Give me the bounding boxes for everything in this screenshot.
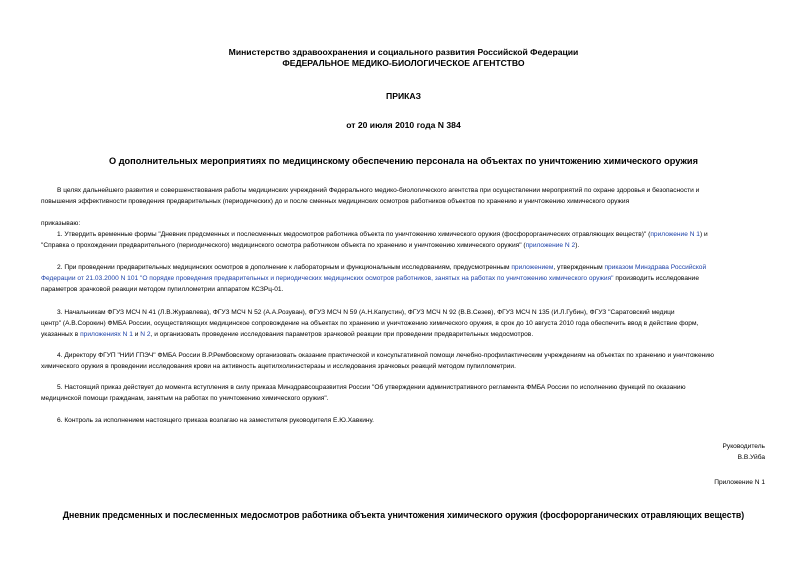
preamble-line: повышения эффективности проведения предварительных (периодических) до и после сменных медицинских осмотров работников объектов по хранению и уничтожению химического оружия (41, 198, 630, 205)
appendix-label: Приложение N 1 (714, 479, 765, 486)
item1-text: 1. Утвердить временные формы "Дневник предсменных и послесменных медосмотров работника объекта по уничтожению химического оружия (фосфорорганических отравляющих веществ)" ( (57, 231, 651, 238)
preamble-line: В целях дальнейшего развития и совершенствования работы медицинских учреждений Федерального медико-биологического агентства при осуществлении мероприятий по охране здоровья и безопасности и (57, 187, 700, 194)
item5-text-2: медицинской помощи гражданам, занятым на работах по уничтожению химического оружия". (41, 395, 329, 402)
item3-text-3: указанных в (41, 331, 81, 338)
item3-text-end: , и организовать проведение исследования параметров зрачковой реакции при проведении предварительных медосмотров. (150, 331, 534, 338)
link-appendices-1[interactable]: приложениях N 1 (80, 331, 133, 338)
signature-role: Руководитель (722, 443, 765, 450)
link-appendix-1[interactable]: приложение N 1 (650, 231, 700, 238)
paragraph-item-5 (41, 382, 771, 404)
item2-text: 2. При проведении предварительных медицинских осмотров в дополнение к лабораторным и функциональным исследованиям, предусмотренным (57, 264, 512, 271)
item2-text-3: параметров зрачковой реакции методом пупиллометрии аппаратом КСЗРц-01. (41, 286, 284, 293)
preamble (41, 185, 771, 207)
paragraph-item-4 (41, 350, 771, 372)
ministry-name: Министерство здравоохранения и социального развития Российской Федерации (228, 47, 579, 57)
agency-name: ФЕДЕРАЛЬНОЕ МЕДИКО-БИОЛОГИЧЕСКОЕ АГЕНТСТВО (282, 58, 525, 68)
item1-text-2: "Справка о прохождении предварительного (периодического) медицинского осмотра работником объекта по хранению и уничтожению химического оружия" ( (41, 242, 526, 249)
item6-text: 6. Контроль за исполнением настоящего приказа возлагаю на заместителя руководителя Е.Ю.Хавкину. (57, 417, 375, 424)
appendix-title: Дневник предсменных и послесменных медосмотров работника объекта уничтожения химического оружия (фосфорорганических отравляющих веществ) (62, 510, 745, 520)
document-type: ПРИКАЗ (386, 91, 421, 101)
item4-text-2: химического оружия в проведении исследования крови на активность ацетилхолинэстеразы и исследования зрачковых реакций методом пупиллометрии. (41, 363, 516, 370)
item1-text-end: ) и (699, 231, 708, 238)
item2-text-mid: , утвержденным (553, 264, 605, 271)
order-word (41, 218, 771, 229)
item3-text-2: центр" (А.В.Сорокин) ФМБА России, осуществляющих медицинское сопровождение на объектах по хранению и уничтожению химического оружия, в срок до 10 августа 2010 года обеспечить ввод в действие форм, (41, 320, 699, 327)
paragraph-item-3 (41, 307, 771, 340)
paragraph-item-1 (41, 229, 771, 251)
link-appendix[interactable]: приложением (511, 264, 554, 271)
document-title: О дополнительных мероприятиях по медицинскому обеспечению персонала на объектах по уничтожению химического оружия (109, 156, 698, 166)
signature-block (723, 441, 765, 463)
link-appendix-n2[interactable]: N 2 (140, 331, 151, 338)
item3-text: 3. Начальникам ФГУЗ МСЧ N 41 (Л.В.Журавлева), ФГУЗ МСЧ N 52 (А.А.Розуван), ФГУЗ МСЧ N 59 (А.Н.Капустин), ФГУЗ МСЧ N 92 (В.В.Сезев), ФГУЗ МСЧ N 135 (И.Л.Губин), ФГУЗ "Саратовский медици (57, 309, 675, 316)
item5-text: 5. Настоящий приказ действует до момента вступления в силу приказа Минздравсоцразвития России "Об утверждении административного регламента ФМБА России по исполнению функций по оказанию (57, 384, 686, 391)
link-appendix-2[interactable]: приложение N 2 (525, 242, 576, 249)
signature-name: В.В.Уйба (737, 454, 765, 461)
item4-text: 4. Директору ФГУП "НИИ ГПЭЧ" ФМБА России В.Р.Рембовскому организовать оказание практической и консультативной помощи лечебно-профилактическим учреждениям на объектах по хранению и уничтожению (57, 352, 714, 359)
link-order-minzdrav[interactable]: приказом Минздрава Российской (604, 264, 707, 271)
item1-text-2-end: ). (575, 242, 580, 249)
document-date-number: от 20 июля 2010 года N 384 (346, 120, 461, 130)
item3-text-mid: и (132, 331, 141, 338)
order-word-text: приказываю: (41, 220, 81, 227)
paragraph-item-6 (41, 415, 771, 426)
paragraph-item-2 (41, 262, 771, 295)
link-order-minzdrav-cont[interactable]: Федерации от 21.03.2000 N 101 "О порядке проведения предварительных и периодических медицинских осмотров работников, занятых на работах по уничтожению химического оружия" (41, 275, 614, 282)
item2-text-end: производить исследование (613, 275, 699, 282)
